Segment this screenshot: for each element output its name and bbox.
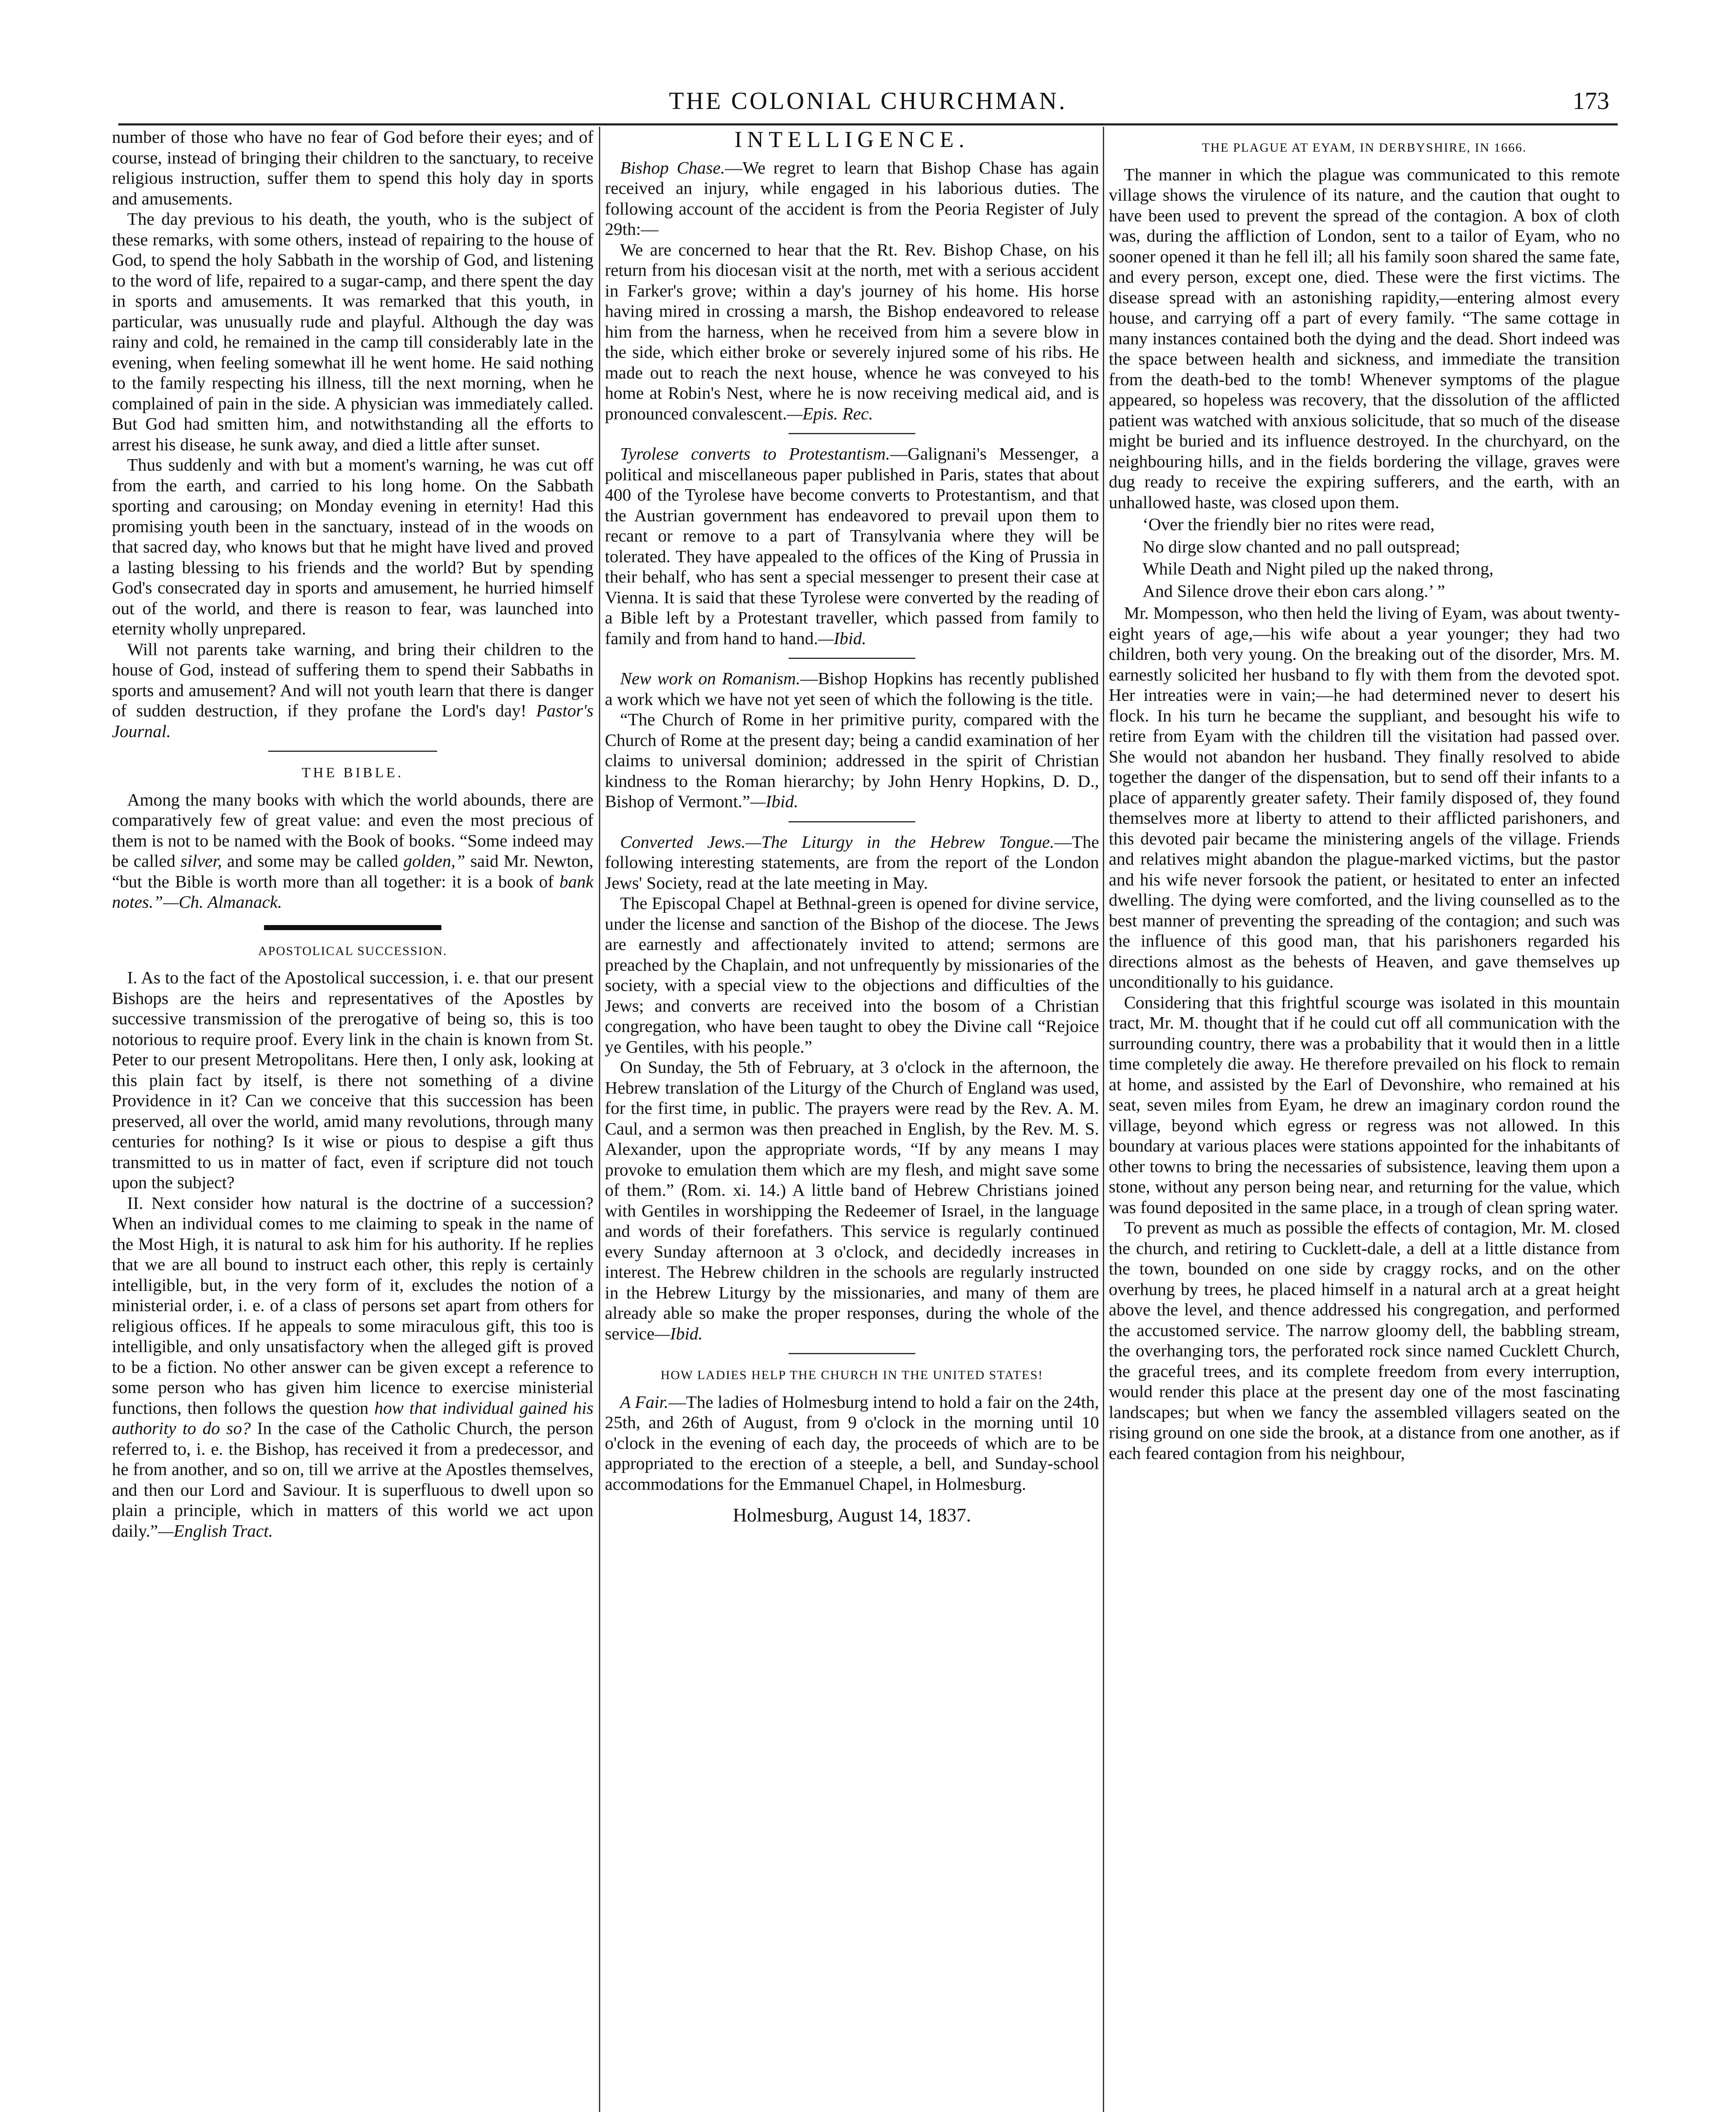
- bible-text: said Mr. Newton, “but the Bible is worth more than all together: it is a book of: [112, 851, 593, 891]
- running-head: [118, 82, 1618, 120]
- item-text: We are concerned to hear that the Rt. Rev. Bishop Chase, on his return from his diocesan visit at the north, met with a serious accident in Farker's grove; within a day's journey of his home. His horse having mired in crossing a marsh, the Bishop endeavored to release him from the harness, when he received from him a severe blow in the side, which either broke or severely injured some of his ribs. He made out to reach the next house, whence he was conveyed to his home at Robin's Nest, where he is now receiving medical aid, and is pronounced convalescent.: [605, 240, 1099, 423]
- source-credit: —Ibid.: [750, 792, 799, 811]
- item-text: “The Church of Rome in her primitive purity, compared with the Church of Rome at the present day; being a candid examination of her claims to universal dominion; addressed in the spirit of Christian kindness to the Roman hierarchy; by John Henry Hopkins, D. D., Bishop of Vermont.”: [605, 710, 1099, 811]
- paragraph-text: II. Next consider how natural is the doctrine of a succession? When an individual comes to me claiming to speak in the name of the Most High, it is natural to ask him for his authority. If he replies that we are all bound to instruct each other, this reply is certainly intelligible, but, in the very form of it, excludes the notion of a ministerial order, i. e. of a class of persons set apart from others for religious offices. If he appeals to some miraculous gift, this too is intelligible, and only unsatisfactory when the alleged gift is proved to be a fiction. No other answer can be given except a reference to some person who has given him licence to exercise ministerial functions, then follows the question: [112, 1193, 593, 1418]
- paragraph-text: Will not parents take warning, and bring their children to the house of God, instead of suffering them to spend their Sabbaths in sports and amusement? And will not youth learn that there is danger of sudden destruction, if they profane the Lord's day!: [112, 639, 593, 720]
- item-title: Bishop Chase.: [620, 158, 725, 177]
- bible-emphasis: golden,”: [403, 851, 465, 871]
- verse-line: While Death and Night piled up the naked throng,: [1143, 559, 1494, 578]
- item-text: —Galignani's Messenger, a political and miscellaneous paper published in Paris, states that about 400 of the Tyrolese have become converts to Protestantism, and that the Austrian government has endeavored to prevail upon them to recant or remove to a part of Transylvania where they will be tolerated. They have appealed to the offices of the King of Prussia in their behalf, who has sent a special messenger to present their case at Vienna. It is said that these Tyrolese were converted by the reading of a Bible left by a Protestant traveller, which passed from family to family and from hand to hand.: [605, 444, 1099, 648]
- bible-text: and some may be called: [227, 851, 398, 871]
- news-item: [605, 444, 1099, 648]
- article-paragraph: The Episcopal Chapel at Bethnal-green is opened for divine service, under the license and sanction of the Bishop of the diocese. The Jews are earnestly and affectionately invited to attend; sermons are preached by the Chaplain, and not unfrequently by missionaries of the society, with a special view to the objections and difficulties of the Jews; and converts are received into the bosom of a Christian congregation, who have been taught to obey the Divine call “Rejoice ye Gentiles, with his people.”: [605, 893, 1099, 1056]
- article-paragraph: The day previous to his death, the youth, who is the subject of these remarks, with some others, instead of repairing to the house of God, to spend the holy Sabbath in the worship of God, and listening to the word of life, repaired to a sugar-camp, and there spent the day in sports and amusements. It was remarked that this youth, in particular, was unusually rude and playful. Although the day was rainy and cold, he remained in the camp till considerably late in the evening, when feeling somewhat ill he went home. He said nothing to the family respecting his illness, till the next morning, when he complained of pain in the side. A physician was immediately called. But God had smitten him, and notwithstanding all the efforts to arrest his disease, he sunk away, and died a little after sunset.: [112, 209, 593, 454]
- news-item: [605, 832, 1099, 893]
- bible-emphasis: silver,: [180, 851, 222, 871]
- column-right: [1109, 127, 1620, 2112]
- page-number: 173: [1573, 87, 1609, 114]
- source-credit: —Ch. Almanack.: [163, 892, 282, 912]
- item-text: —We regret to learn that Bishop Chase has again received an injury, while engaged in his laborious duties. The following account of the accident is from the Peoria Register of July 29th:—: [605, 158, 1099, 239]
- thick-section-divider: [264, 925, 441, 930]
- header-rule: [118, 123, 1618, 125]
- source-credit: —English Tract.: [158, 1521, 273, 1540]
- item-title: A Fair.: [620, 1392, 669, 1412]
- article-paragraph: Thus suddenly and with but a moment's warning, he was cut off from the earth, and carried to his long home. On the Sabbath sporting and carousing; on Monday evening in eternity! Had this promising youth been in the sanctuary, instead of in the woods on that sacred day, who knows but that he might have lived and proved a lasting blessing to his friends and the world? But by spending God's consecrated day in sports and amusement, he hurried himself out of the world, and there is reason to fear, was launched into eternity wholly unprepared.: [112, 455, 593, 638]
- bible-text: Among the many books with which the world abounds, there are comparatively few of great value: and even the most precious of them is not to be named with the Book of books. “Some indeed may be called: [112, 789, 593, 871]
- verse-line: And Silence drove their ebon cars along.’ ”: [1143, 581, 1445, 601]
- source-credit: —Epis. Rec.: [786, 403, 873, 423]
- source-credit: —Ibid.: [654, 1323, 703, 1343]
- article-paragraph: Mr. Mompesson, who then held the living of Eyam, was about twenty-eight years of age,—his wife about a year younger; they had two children, both very young. On the breaking out of the disorder, Mrs. M. earnestly solicited her husband to fly with them from the devoted spot. Her intreaties were in vain;—he had determined never to desert his flock. In his turn he became the suppliant, and besought his wife to retire from Eyam with the children till the visitation had passed over. She would not abandon her husband. They finally resolved to abide together the danger of the dispensation, but to send off their infants to a place of apparently greater safety. Their family disposed of, they found themselves more at liberty to attend to their afflicted parishoners, and this devoted pair became the ministering angels of the village. Friends and relatives might abandon the plague-marked victims, but the pastor and his wife never forsook the patient, or hesitated to enter an infected dwelling. The dying were comforted, and the living counselled as to the best manner of preventing the spreading of the contagion; and such was the influence of this good man, that his parishoners regarded his directions almost as the behests of Heaven, and gave themselves up unconditionally to his guidance.: [1109, 603, 1620, 991]
- section-divider: [789, 658, 915, 659]
- source-credit: —Ibid.: [818, 628, 866, 648]
- dateline: Holmesburg, August 14, 1837.: [733, 1504, 971, 1526]
- article-paragraph: [112, 789, 593, 912]
- section-title-intelligence: INTELLIGENCE.: [734, 127, 970, 152]
- article-paragraph: [112, 639, 593, 742]
- article-paragraph: Considering that this frightful scourge was isolated in this mountain tract, Mr. M. thought that if he could cut off all communication with the surrounding country, there was a probability that it would then in a little time completely die away. He therefore prevailed on his flock to remain at home, and assisted by the Earl of Devonshire, who remained at his seat, seven miles from Eyam, he drew an imaginary cordon round the village, beyond which egress or regress was not allowed. In this boundary at various places were stations appointed for the inhabitants of other towns to bring the necessaries of subsistence, leaving them upon a stone, without any person being near, and returning for the value, which was found deposited in the same place, in a trough of clean spring water.: [1109, 992, 1620, 1217]
- article-paragraph: To prevent as much as possible the effects of contagion, Mr. M. closed the church, and retiring to Cucklett-dale, a dell at a little distance from the town, bounded on one side by craggy rocks, and on the other overhung by trees, he placed himself in a natural arch at a great height above the level, and thence addressed his congregation, and performed the accustomed service. The narrow gloomy dell, the babbling stream, the overhanging tors, the perforated rock since named Cucklett Church, the graceful trees, and its complete freedom from every interruption, would render this place at the present day one of the most fascinating landscapes; but when we fancy the assembled villagers seated on the rising ground on one side the brook, at a distance from one another, as if each feared contagion from his neighbour,: [1109, 1218, 1620, 1463]
- verse-line: ‘Over the friendly bier no rites were read,: [1143, 514, 1435, 534]
- italic-phrase: how that individual gained his authority to do so?: [112, 1398, 593, 1438]
- section-title-plague: THE PLAGUE AT EYAM, IN DERBYSHIRE, IN 1666.: [1202, 141, 1527, 155]
- page-title: THE COLONIAL CHURCHMAN.: [669, 87, 1067, 114]
- item-text: —Bishop Hopkins has recently published a work which we have not yet seen of which the following is the title.: [605, 669, 1099, 709]
- verse-line: No dirge slow chanted and no pall outspread;: [1143, 536, 1460, 556]
- column-divider-1: [599, 127, 600, 2112]
- article-paragraph: I. As to the fact of the Apostolical succession, i. e. that our present Bishops are the heirs and representatives of the Apostles by successive transmission of the prerogative of being so, this is too notorious to require proof. Every link in the chain is known from St. Peter to our present Metropolitans. Here then, I only ask, looking at this plain fact by itself, is there not something of a divine Providence in it? Can we conceive that this succession has been preserved, all over the world, amid many revolutions, through many centuries for nothing? Is it wise or pious to despise a gift thus transmitted to us in matter of fact, even if scripture did not touch upon the subject?: [112, 968, 593, 1192]
- section-divider: [789, 1353, 915, 1354]
- section-title-bible: THE BIBLE.: [302, 765, 404, 781]
- news-item: [605, 158, 1099, 240]
- article-paragraph: The manner in which the plague was communicated to this remote village shows the virulence of its nature, and the caution that ought to have been used to prevent the spread of the contagion. A box of cloth was, during the affliction of London, sent to a tailor of Eyam, who no sooner opened it than he fell ill; all his family soon shared the same fate, and every person, except one, died. These were the first victims. The disease spread with an astonishing rapidity,—entering almost every house, and carrying off a part of every family. “The same cottage in many instances contained both the dying and the dead. Short indeed was the space between health and sickness, and immediate the transition from the death-bed to the tomb! Whenever symptoms of the plague appeared, so hopeless was recovery, that the dissolution of the afflicted patient was watched with anxious solicitude, that so much of the disease might be buried and its influence destroyed. In the churchyard, on the neighbouring hills, and in the fields bordering the village, graves were dug ready to receive the expiring sufferers, and the earth, with an unhallowed haste, was closed upon them.: [1109, 164, 1620, 512]
- article-paragraph: [605, 1057, 1099, 1344]
- news-item: [605, 1392, 1099, 1494]
- paragraph-text: In the case of the Catholic Church, the person referred to, i. e. the Bishop, has received it from a predecessor, and he from another, and so on, till we arrive at the Apostles themselves, and then our Lord and Saviour. It is superfluous to dwell upon so plain a principle, which in matters of this world we act upon daily.”: [112, 1418, 593, 1540]
- bible-emphasis: bank notes.”: [112, 871, 593, 912]
- item-text: On Sunday, the 5th of February, at 3 o'clock in the afternoon, the Hebrew translation of the Liturgy of the Church of England was used, for the first time, in public. The prayers were read by the Rev. A. M. Caul, and a sermon was then preached in English, by the Rev. M. S. Alexander, upon the appropriate words, “If by any means I may provoke to emulation them which are my flesh, and might save some of them.” (Rom. xi. 14.) A little band of Hebrew Christians joined with Gentiles in worshipping the Redeemer of Israel, in the language and words of their forefathers. This service is regularly continued every Sunday afternoon at 3 o'clock, and decidedly increases in interest. The Hebrew children in the schools are regularly instructed in the Hebrew Liturgy by the missionaries, and many of them are already able so make the proper responses, during the whole of the service: [605, 1057, 1099, 1343]
- column-left: [112, 127, 593, 2112]
- section-divider: [789, 821, 915, 822]
- section-title-apostolical: APOSTOLICAL SUCCESSION.: [258, 944, 447, 958]
- column-middle: [605, 127, 1099, 2112]
- item-title: Converted Jews.—The Liturgy in the Hebrew Tongue.: [620, 832, 1054, 852]
- news-quote: [605, 709, 1099, 812]
- news-quote: [605, 240, 1099, 424]
- item-title: Tyrolese converts to Protestantism.: [620, 444, 890, 463]
- item-text: —The following interesting statements, are from the report of the London Jews' Society, read at the late meeting in May.: [605, 832, 1099, 893]
- news-item: [605, 668, 1099, 709]
- section-title-ladies: HOW LADIES HELP THE CHURCH IN THE UNITED STATES!: [661, 1368, 1043, 1382]
- section-divider: [268, 751, 437, 752]
- item-title: New work on Romanism.: [620, 669, 800, 688]
- item-text: —The ladies of Holmesburg intend to hold a fair on the 24th, 25th, and 26th of August, from 9 o'clock in the morning until 10 o'clock in the evening of each day, the proceeds of which are to be appropriated to the erection of a steeple, a bell, and Sunday-school accommodations for the Emmanuel Chapel, in Holmesburg.: [605, 1392, 1099, 1494]
- source-credit: Pastor's Journal.: [112, 701, 593, 741]
- article-paragraph: [112, 1193, 593, 1541]
- section-divider: [789, 433, 915, 434]
- column-divider-2: [1103, 127, 1104, 2112]
- article-paragraph: number of those who have no fear of God before their eyes; and of course, instead of bringing their children to the sanctuary, to receive religious instruction, suffer them to spend this holy day in sports and amusements.: [112, 127, 593, 208]
